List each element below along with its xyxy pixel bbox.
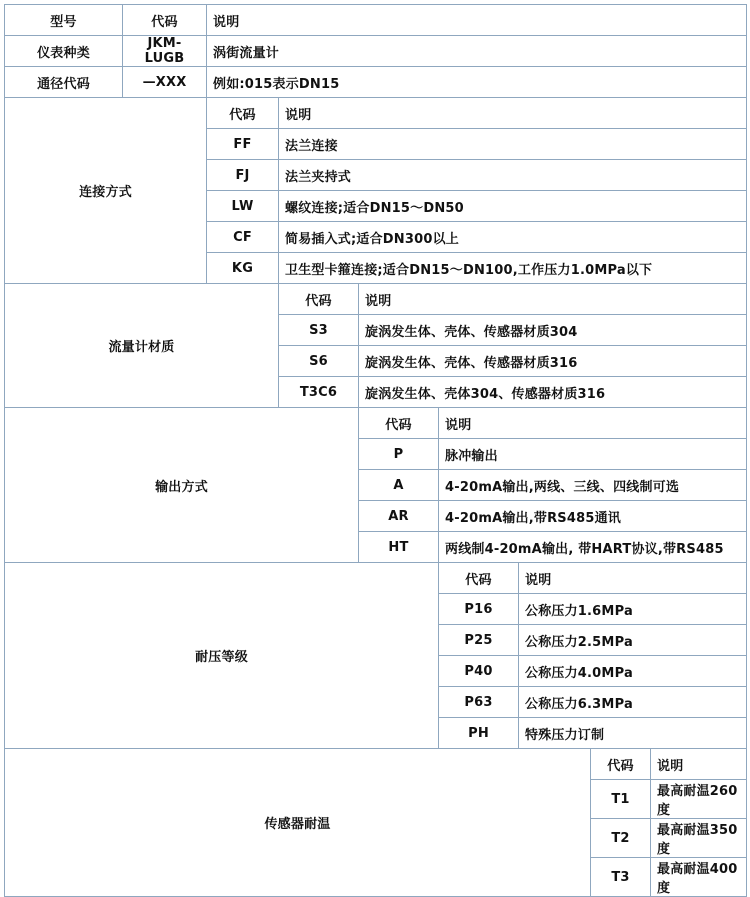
item-desc: 公称压力6.3MPa: [519, 687, 747, 718]
section-name-temperature: 传感器耐温: [5, 749, 591, 897]
item-desc: 旋涡发生体、壳体304、传感器材质316: [359, 377, 747, 408]
section-subheader-row: [5, 284, 747, 315]
item-code: T1: [591, 780, 651, 819]
item-code: P16: [439, 594, 519, 625]
item-code: A: [359, 470, 439, 501]
item-desc: 法兰夹持式: [279, 160, 747, 191]
item-code: PH: [439, 718, 519, 749]
section-subheader-row: [5, 408, 747, 439]
item-code: S3: [279, 315, 359, 346]
specification-table: [4, 4, 747, 897]
row-desc: 涡街流量计: [207, 36, 747, 67]
header-code: 代码: [123, 5, 207, 36]
item-code: P: [359, 439, 439, 470]
item-desc: 两线制4-20mA输出, 带HART协议,带RS485: [439, 532, 747, 563]
subheader-code: 代码: [359, 408, 439, 439]
row-code: —XXX: [123, 67, 207, 98]
item-code: T2: [591, 819, 651, 858]
item-desc: 公称压力2.5MPa: [519, 625, 747, 656]
subheader-desc: 说明: [651, 749, 747, 780]
section-name-output: 输出方式: [5, 408, 359, 563]
item-desc: 卫生型卡箍连接;适合DN15～DN100,工作压力1.0MPa以下: [279, 253, 747, 284]
item-desc: 公称压力1.6MPa: [519, 594, 747, 625]
item-code: T3: [591, 858, 651, 897]
section-subheader-row: [5, 749, 747, 780]
section-name-pressure: 耐压等级: [5, 563, 439, 749]
item-desc: 最高耐温400度: [651, 858, 747, 897]
item-code: S6: [279, 346, 359, 377]
item-desc: 公称压力4.0MPa: [519, 656, 747, 687]
section-subheader-row: [5, 98, 747, 129]
subheader-desc: 说明: [519, 563, 747, 594]
item-code: FJ: [207, 160, 279, 191]
item-desc: 旋涡发生体、壳体、传感器材质316: [359, 346, 747, 377]
section-subheader-row: [5, 563, 747, 594]
subheader-desc: 说明: [439, 408, 747, 439]
item-code: KG: [207, 253, 279, 284]
item-code: T3C6: [279, 377, 359, 408]
item-code: AR: [359, 501, 439, 532]
row-name: 通径代码: [5, 67, 123, 98]
item-desc: 4-20mA输出,两线、三线、四线制可选: [439, 470, 747, 501]
section-name-material: 流量计材质: [5, 284, 279, 408]
item-desc: 最高耐温260度: [651, 780, 747, 819]
item-desc: 4-20mA输出,带RS485通讯: [439, 501, 747, 532]
subheader-code: 代码: [591, 749, 651, 780]
item-code: P25: [439, 625, 519, 656]
subheader-code: 代码: [439, 563, 519, 594]
item-code: P63: [439, 687, 519, 718]
item-code: HT: [359, 532, 439, 563]
table-row: [5, 36, 747, 67]
item-desc: 脉冲输出: [439, 439, 747, 470]
subheader-code: 代码: [207, 98, 279, 129]
item-code: LW: [207, 191, 279, 222]
subheader-desc: 说明: [359, 284, 747, 315]
row-desc: 例如:015表示DN15: [207, 67, 747, 98]
item-desc: 法兰连接: [279, 129, 747, 160]
item-desc: 螺纹连接;适合DN15～DN50: [279, 191, 747, 222]
subheader-code: 代码: [279, 284, 359, 315]
item-desc: 旋涡发生体、壳体、传感器材质304: [359, 315, 747, 346]
row-name: 仪表种类: [5, 36, 123, 67]
subheader-desc: 说明: [279, 98, 747, 129]
row-code: JKM-LUGB: [123, 36, 207, 67]
item-desc: 简易插入式;适合DN300以上: [279, 222, 747, 253]
item-desc: 最高耐温350度: [651, 819, 747, 858]
item-desc: 特殊压力订制: [519, 718, 747, 749]
header-desc: 说明: [207, 5, 747, 36]
item-code: CF: [207, 222, 279, 253]
item-code: P40: [439, 656, 519, 687]
section-name-connection: 连接方式: [5, 98, 207, 284]
table-header-row: [5, 5, 747, 36]
header-model: 型号: [5, 5, 123, 36]
table-row: [5, 67, 747, 98]
item-code: FF: [207, 129, 279, 160]
